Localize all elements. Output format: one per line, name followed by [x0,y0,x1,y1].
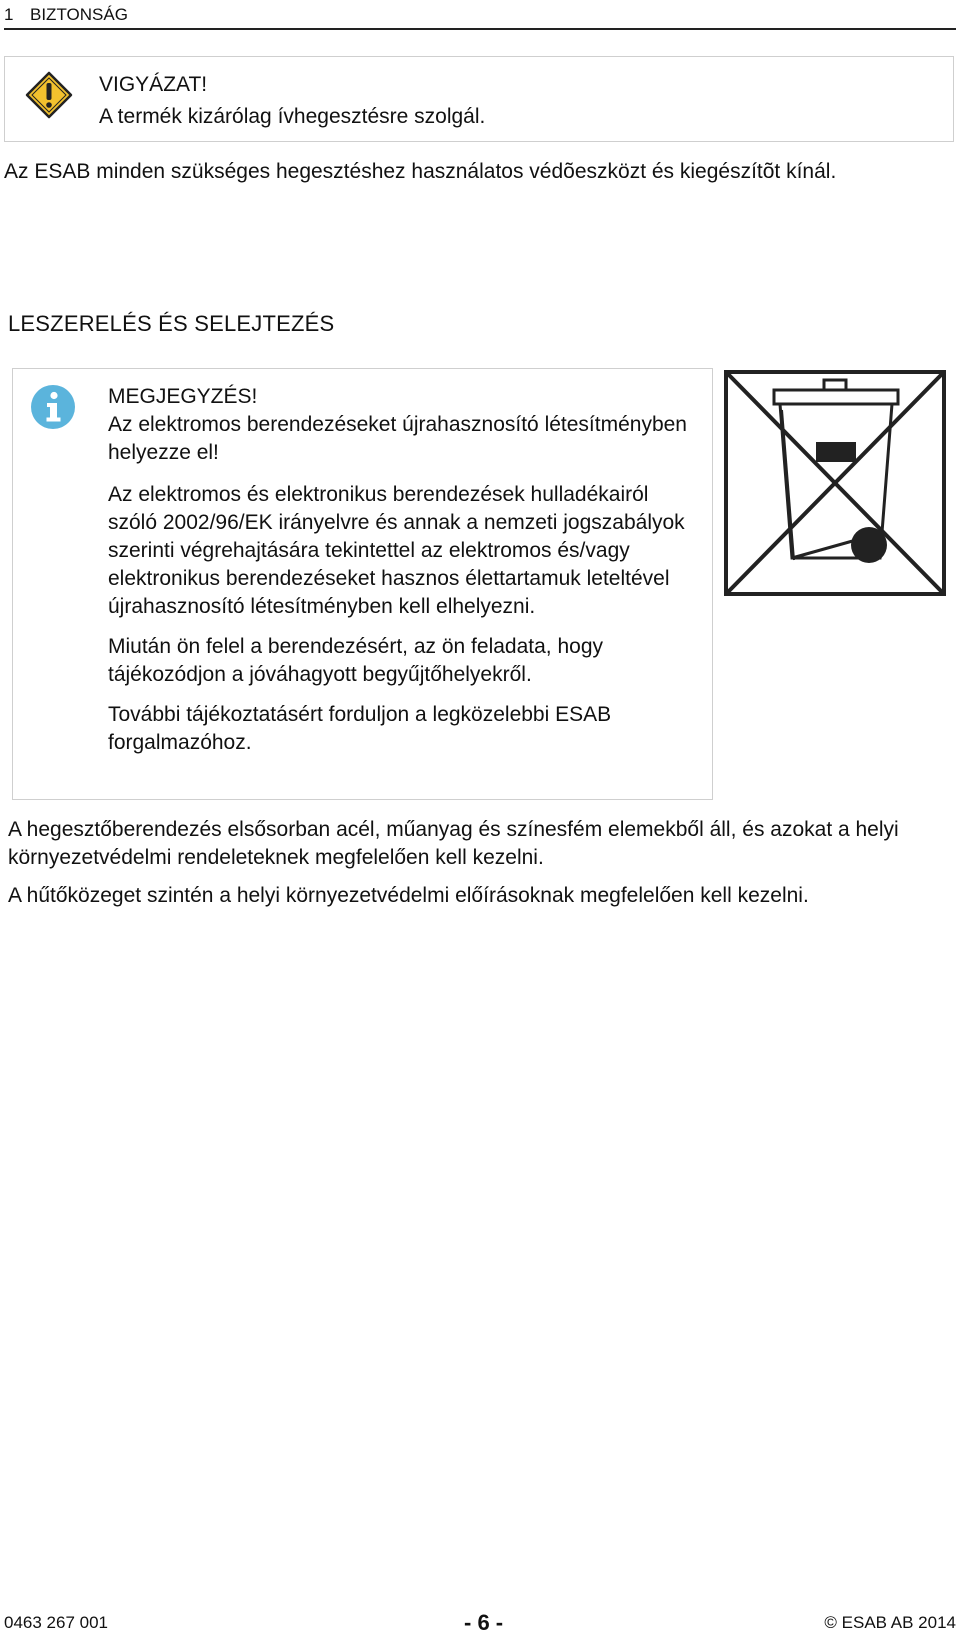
warning-box [4,56,954,142]
disposal-text [8,816,952,920]
note-subtitle: Az elektromos berendezéseket újrahasznosító létesítményben helyezze el! [108,413,687,464]
paragraph: A hegesztőberendezés elsősorban acél, műanyag és színesfém elemekből áll, és azokat a helyi környezetvédelmi rendeleteknek megfelelően kell kezelni. [8,818,899,869]
crossed-out-wheelie-bin-icon [724,370,946,596]
intro-paragraph: Az ESAB minden szükséges hegesztéshez használatos védõeszközt és kiegészítõt kínál. [4,160,837,183]
paragraph: A hűtőközeget szintén a helyi környezetvédelmi előírásoknak megfelelően kell kezelni. [8,884,809,907]
page-number: - 6 - [464,1610,504,1635]
warning-text: A termék kizárólag ívhegesztésre szolgál. [99,105,486,128]
note-paragraph: További tájékoztatásért forduljon a legközelebbi ESAB forgalmazóhoz. [108,703,612,754]
chapter-title: BIZTONSÁG [30,5,128,24]
note-paragraph: Az elektromos és elektronikus berendezések hulladékairól szóló 2002/96/EK irányelvre és annak a nemzeti jogszabályok szerinti végrehajtására tekintettel az elektromos és/vagy elektronikus berendezéseket hasznos élettartamuk leteltével újrahasznosító létesítményben kell elhelyezni. [108,483,685,618]
page-header [4,4,956,30]
warning-icon [25,71,73,119]
copyright: © ESAB AB 2014 [824,1613,956,1632]
note-paragraph: Miután ön felel a berendezésért, az ön feladata, hogy tájékozódjon a jóváhagyott begyűjtőhelyekről. [108,635,603,686]
note-title: MEGJEGYZÉS! [108,385,258,408]
note-box [12,368,713,800]
section-title: LESZERELÉS ÉS SELEJTEZÉS [8,311,335,336]
info-icon [29,383,77,431]
warning-title: VIGYÁZAT! [99,73,208,96]
document-number: 0463 267 001 [4,1613,108,1632]
chapter-number: 1 [4,5,14,24]
